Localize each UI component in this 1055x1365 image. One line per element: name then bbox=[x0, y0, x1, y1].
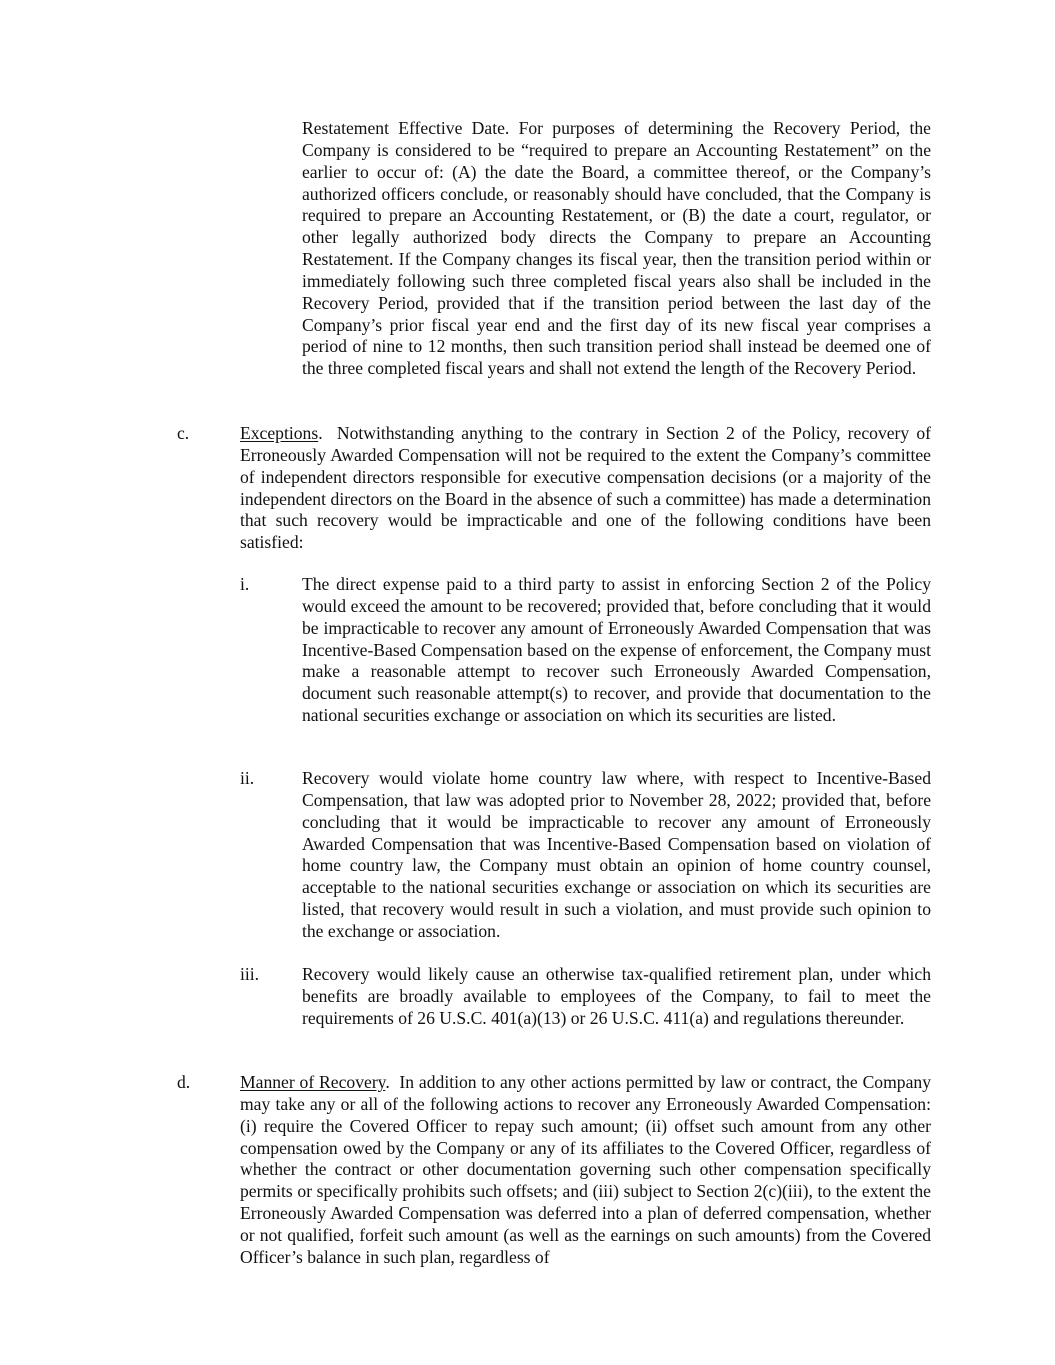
sub-item-label: ii. bbox=[240, 768, 255, 788]
section-label: d. bbox=[177, 1072, 191, 1092]
section-heading: Manner of Recovery bbox=[240, 1072, 386, 1092]
sub-item-text: Recovery would likely cause an otherwise tax-qualified retirement plan, under which benefits are broadly available to employees of the Company, to fail to meet the requirements of 26 U.S.C. 401(a)(13) or 26 U.S.C. 411(a) and regulations thereunder. bbox=[302, 964, 931, 1028]
section-heading-suffix: . bbox=[318, 423, 323, 443]
continuation-paragraph: Restatement Effective Date. For purposes of determining the Recovery Period, the Company is considered to be “required to prepare an Accounting Restatement” on the earlier to occur of: (A) the date the Board, a committee thereof, or the Company’s authorized officers conclude, or reasonably should have concluded, that the Company is required to prepare an Accounting Restatement, or (B) the date a court, regulator, or other legally authorized body directs the Company to prepare an Accounting Restatement. If the Company changes its fiscal year, then the transition period within or immediately following such three completed fiscal years also shall be included in the Recovery Period, provided that if the transition period between the last day of the Company’s prior fiscal year end and the first day of its new fiscal year comprises a period of nine to 12 months, then such transition period shall instead be deemed one of the three completed fiscal years and shall not extend the length of the Recovery Period. bbox=[302, 118, 931, 379]
sub-item-text: The direct expense paid to a third party to assist in enforcing Section 2 of the Policy would exceed the amount to be recovered; provided that, before concluding that it would be impracticable to recover any amount of Erroneously Awarded Compensation that was Incentive-Based Compensation based on the expense of enforcement, the Company must make a reasonable attempt to recover such Erroneously Awarded Compensation, document such reasonable attempt(s) to recover, and provide that documentation to the national securities exchange or association on which its securities are listed. bbox=[302, 574, 931, 726]
section-body bbox=[240, 1072, 936, 1269]
section-label: c. bbox=[177, 423, 190, 443]
sub-item-label: i. bbox=[240, 574, 250, 594]
section-body bbox=[240, 423, 936, 554]
section-text: Notwithstanding anything to the contrary in Section 2 of the Policy, recovery of Erroneously Awarded Compensation will not be required to the extent the Company’s committee of independent directors responsible for executive compensation decisions (or a majority of the independent directors on the Board in the absence of such a committee) has made a determination that such recovery would be impracticable and one of the following conditions have been satisfied: bbox=[240, 423, 936, 553]
section-heading-suffix: . bbox=[385, 1072, 390, 1092]
section-text: In addition to any other actions permitted by law or contract, the Company may take any or all of the following actions to recover any Erroneously Awarded Compensation: (i) require the Covered Officer to repay such amount; (ii) offset such amount from any other compensation owed by the Company or any of its affiliates to the Covered Officer, regardless of whether the contract or other documentation governing such other compensation specifically permits or specifically prohibits such offsets; and (iii) subject to Section 2(c)(iii), to the extent the Erroneously Awarded Compensation was deferred into a plan of deferred compensation, whether or not qualified, forfeit such amount (as well as the earnings on such amounts) from the Covered Officer’s balance in such plan, regardless of bbox=[240, 1072, 936, 1267]
sub-item-text: Recovery would violate home country law where, with respect to Incentive-Based Compensation, that law was adopted prior to November 28, 2022; provided that, before concluding that it would be impracticable to recover any amount of Erroneously Awarded Compensation that was Incentive-Based Compensation based on violation of home country law, the Company must obtain an opinion of home country counsel, acceptable to the national securities exchange or association on which its securities are listed, that recovery would result in such a violation, and must provide such opinion to the exchange or association. bbox=[302, 768, 931, 941]
section-heading: Exceptions bbox=[240, 423, 319, 443]
sub-item-label: iii. bbox=[240, 964, 260, 984]
